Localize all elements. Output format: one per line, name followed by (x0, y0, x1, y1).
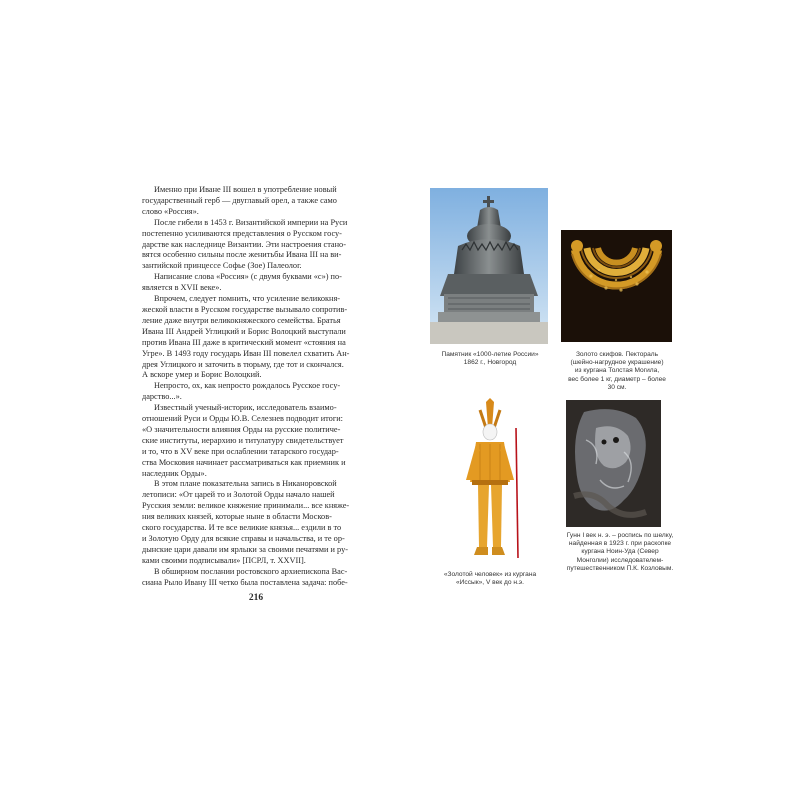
paragraph: В этом плане показательна запись в Никаноровской летописи: «От царей то и Золотой Орды начало нашей Русския земли: великое княжение принимали... все княже- ния великих князей, которые ныне в области Москов- ского государства. И те все великие князья... ездили в то и Золотую Орду для всякие справы и начальства, и те ор- дынские цари давали им ярлыки за своими печатями и ру- ками своими подписывали» [ПСРЛ, т. XXVII]. (142, 479, 350, 565)
hun-silk-painting-image (566, 400, 661, 527)
left-page (106, 168, 406, 614)
paragraph: После гибели в 1453 г. Византийской империи на Руси постепенно усиливаются представления о Русском госу- дарстве как наследнице Византии. Эти настроения стано- вятся особенно сильны после женитьбы Ивана III на ви- зантийской принцессе Софье (Зое) Палеолог. (142, 217, 348, 271)
millennium-monument-caption: Памятник «1000-летие России» 1862 г., Новгород (441, 351, 539, 367)
right-page (406, 168, 696, 614)
paragraph: Известный ученый-историк, исследователь взаимо- отношений Руси и Орды Ю.В. Селезнев подводит итоги: «О значительности влияния Орды на русские политиче- ские институты, иерархию и титулатуру свидетельствует и то, что в XV веке при ослаблении татарского государ- ства Московия начинает рассматриваться как приемник и наследник Орды». (142, 403, 346, 478)
paragraph: Написание слова «Россия» (с двумя буквами «с») по- является в XVII веке». (142, 272, 342, 293)
golden-man-caption: «Золотой человек» из кургана «Иссык», V век до н.э. (443, 571, 537, 587)
paragraph: Именно при Иване III вошел в употребление новый государственный герб — двуглавый орел, а также само слово «Россия». (142, 185, 337, 216)
paragraph: В обширном послании ростовского архиепископа Вас- сиана Рыло Ивану III четко была поставлена задача: побе- (142, 566, 348, 587)
paragraph: Впрочем, следует помнить, что усиление великокня- жеской власти в Русском государстве вызывало сопротив- ление даже внутри великокняжеского семейства. Братья Ивана III Андрей Углицкий и Борис Волоцкий выступали против Ивана III даже в критический момент «стояния на Угре». В 1493 году государь Иван III повелел схватить Ан- дрея Углицкого и заточить в тюрьму, где тот и скончался. А вскоре умер и Борис Волоцкий. (142, 294, 350, 380)
scythian-pectoral-caption: Золото скифов. Пектораль (шейно-нагрудное украшение) из кургана Толстая Могила, вес более 1 кг, диаметр – более 30 см. (568, 351, 666, 391)
paragraph: Непросто, ох, как непросто рождалось Русское госу- дарство...». (142, 381, 341, 402)
book-spread (106, 168, 696, 614)
millennium-monument-image (430, 188, 548, 344)
golden-man-image (450, 398, 530, 566)
page-number: 216 (248, 593, 264, 603)
body-text (142, 185, 402, 589)
hun-silk-painting-caption: Гунн I век н. э. – роспись по шелку, найденная в 1923 г. при раскопке кургана Ноин-Уда (Север Монголии) исследователем- путешественником П.К. Козловым. (566, 532, 674, 572)
scythian-pectoral-image (561, 230, 672, 342)
